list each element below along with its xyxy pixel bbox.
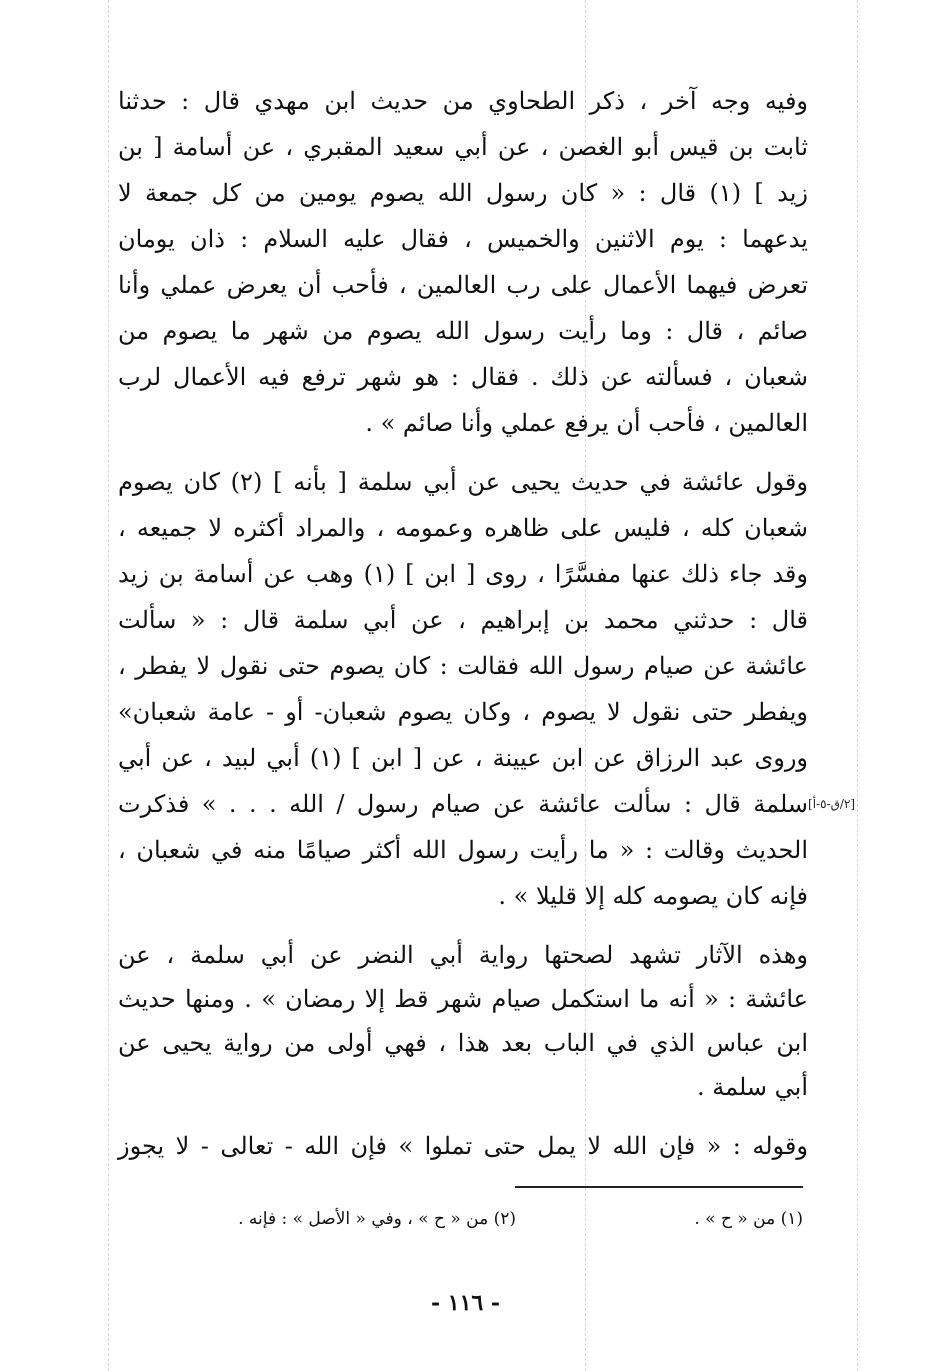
text-line: وفيه وجه آخر ، ذكر الطحاوي من حديث ابن مهدي قال : حدثنا <box>118 87 808 115</box>
text-line: شعبان كله ، فليس على ظاهره وعمومه ، والمراد أكثره لا جميعه ، <box>118 514 808 542</box>
text-line: صائم ، قال : وما رأيت رسول الله يصوم من شهر ما يصوم من <box>118 317 808 345</box>
scan-guide-line <box>857 0 858 1371</box>
margin-manuscript-reference: [٢/ق-٥-أ] <box>808 797 856 811</box>
text-line: وقوله : « فإن الله لا يمل حتى تملوا » فإن الله - تعالى - لا يجوز <box>118 1132 808 1160</box>
text-line: عائشة : « أنه ما استكمل صيام شهر قط إلا رمضان » . ومنها حديث <box>118 985 808 1013</box>
text-line: وهذه الآثار تشهد لصحتها رواية أبي النضر عن أبي سلمة ، عن <box>118 941 808 969</box>
text-line: زيد ] (١) قال : « كان رسول الله يصوم يومين من كل جمعة لا <box>118 179 808 207</box>
text-line: ثابت بن قيس أبو الغصن ، عن أبي سعيد المقبري ، عن أسامة [ بن <box>118 133 808 161</box>
text-line: سلمة قال : سألت عائشة عن صيام رسول / الله . . . » فذكرت <box>118 790 808 818</box>
text-line: ابن عباس الذي في الباب بعد هذا ، فهي أولى من رواية يحيى عن <box>118 1029 808 1057</box>
text-line: وقول عائشة في حديث يحيى عن أبي سلمة [ بأنه ] (٢) كان يصوم <box>118 468 808 496</box>
text-line: قال : حدثني محمد بن إبراهيم ، عن أبي سلمة قال : « سألت <box>118 606 808 634</box>
text-line: فإنه كان يصومه كله إلا قليلا » . <box>498 882 808 910</box>
scan-guide-line <box>108 0 109 1371</box>
footnote-2: (٢) من « ح » ، وفي « الأصل » : فإنه . <box>238 1209 516 1229</box>
text-line: يدعهما : يوم الاثنين والخميس ، فقال عليه السلام : ذان يومان <box>118 225 808 253</box>
page-number: - ١١٦ - <box>430 1290 501 1316</box>
text-line: تعرض فيهما الأعمال على رب العالمين ، فأحب أن يعرض عملي وأنا <box>118 271 808 299</box>
footnote-1: (١) من « ح » . <box>694 1209 803 1229</box>
text-line: وقد جاء ذلك عنها مفسَّرًا ، روى [ ابن ] (١) وهب عن أسامة بن زيد <box>118 560 808 588</box>
text-line: عائشة عن صيام رسول الله فقالت : كان يصوم حتى نقول لا يفطر ، <box>118 652 808 680</box>
text-line: شعبان ، فسألته عن ذلك . فقال : هو شهر ترفع فيه الأعمال لرب <box>118 363 808 391</box>
footnote-separator <box>515 1186 803 1188</box>
text-line: العالمين ، فأحب أن يرفع عملي وأنا صائم » . <box>365 409 808 437</box>
text-line: أبي سلمة . <box>696 1073 808 1101</box>
text-line: وروى عبد الرزاق عن ابن عيينة ، عن [ ابن ] (١) أبي لبيد ، عن أبي <box>118 744 808 772</box>
text-line: ويفطر حتى نقول لا يصوم ، وكان يصوم شعبان- أو - عامة شعبان» <box>118 698 808 726</box>
text-line: الحديث وقالت : « ما رأيت رسول الله أكثر صيامًا منه في شعبان ، <box>118 836 808 864</box>
